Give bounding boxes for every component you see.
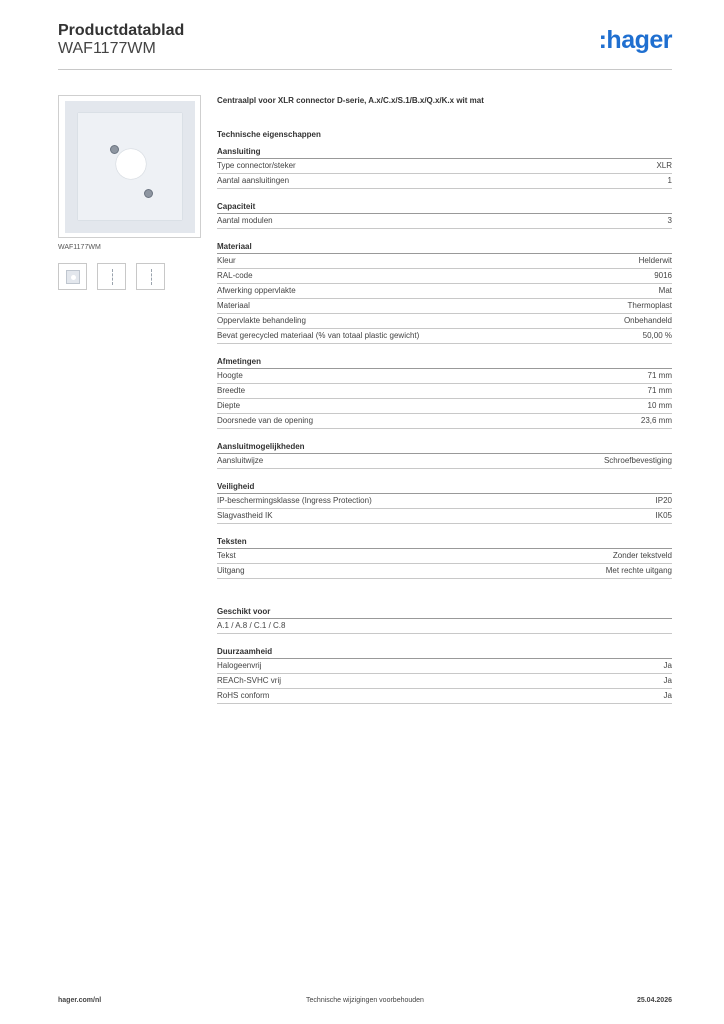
spec-row [217,269,672,284]
spec-value: Ja [663,661,672,670]
suitable-value: A.1 / A.8 / C.1 / C.8 [217,621,286,630]
spec-row [217,159,672,174]
spec-row [217,369,672,384]
group-title: Duurzaamheid [217,644,672,659]
spec-label: Doorsnede van de opening [217,416,314,425]
spec-row [217,329,672,344]
footer-disclaimer: Technische wijzigingen voorbehouden [306,997,424,1004]
spec-label: Oppervlakte behandeling [217,316,306,325]
spec-row [217,549,672,564]
spec-value: Mat [658,286,672,295]
sustainability-group [217,644,672,704]
product-name: Centraalpl voor XLR connector D-serie, A.x/C.x/S.1/B.x/Q.x/K.x wit mat [217,96,484,105]
spec-label: Afwerking oppervlakte [217,286,296,295]
group-title: Afmetingen [217,354,672,369]
connector-opening [116,149,146,179]
central-plate [78,113,182,220]
spec-label: Kleur [217,256,236,265]
spec-row [217,494,672,509]
spec-label: Materiaal [217,301,250,310]
group-title: Aansluiting [217,144,672,159]
page-footer [58,997,672,1011]
spec-value: 23,6 mm [640,416,672,425]
footer-website: hager.com/nl [58,997,102,1004]
spec-value: 71 mm [647,386,672,395]
spec-group-aansluiting [217,144,672,189]
spec-label: Diepte [217,401,241,410]
thumbnail-dimension-drawing-2[interactable] [136,263,165,290]
section-heading: Technische eigenschappen [217,130,321,139]
spec-row [217,659,672,674]
group-title: Materiaal [217,239,672,254]
spec-value: XLR [656,161,672,170]
spec-group-teksten [217,534,672,579]
spec-row [217,214,672,229]
thumbnail-strip [58,263,165,290]
spec-row [217,454,672,469]
spec-value: Zonder tekstveld [612,551,672,560]
spec-label: Aantal modulen [217,216,273,225]
spec-value: 9016 [654,271,672,280]
group-title: Capaciteit [217,199,672,214]
spec-label: Tekst [217,551,236,560]
specifications [217,96,672,704]
page-header [58,20,672,70]
suitable-for-group [217,604,672,634]
spec-value: Ja [663,676,672,685]
spec-group-materiaal [217,239,672,344]
drawing-line-icon [112,269,113,285]
spec-value: 50,00 % [642,331,672,340]
thumbnail-product-view[interactable] [58,263,87,290]
spec-row [217,284,672,299]
spec-row [217,689,672,704]
spec-label: IP-beschermingsklasse (Ingress Protection) [217,496,372,505]
hager-logo: :hager [598,26,672,54]
spec-value: Onbehandeld [623,316,672,325]
spec-row [217,314,672,329]
spec-value: 10 mm [647,401,672,410]
spec-value: IP20 [655,496,672,505]
spec-label: Uitgang [217,566,245,575]
spec-value: Thermoplast [627,301,672,310]
spec-label: REACh-SVHC vrij [217,676,282,685]
spec-row [217,564,672,579]
spec-label: Aansluitwijze [217,456,264,465]
spec-value: Ja [663,691,672,700]
thumbnail-dimension-drawing-1[interactable] [97,263,126,290]
spec-value: Schroefbevestiging [603,456,672,465]
group-title: Teksten [217,534,672,549]
spec-label: Type connector/steker [217,161,296,170]
spec-row [217,399,672,414]
spec-row [217,254,672,269]
spec-label: RoHS conform [217,691,270,700]
spec-row [217,674,672,689]
spec-value: 3 [667,216,672,225]
group-title: Veiligheid [217,479,672,494]
spec-value: Met rechte uitgang [605,566,672,575]
spec-label: Hoogte [217,371,243,380]
spec-row [217,384,672,399]
spec-label: Breedte [217,386,246,395]
product-code: WAF1177WM [58,40,156,57]
product-image [58,95,201,238]
spec-group-veiligheid [217,479,672,524]
image-caption: WAF1177WM [58,244,101,251]
cover-plate [65,101,195,233]
screw-icon [110,145,119,154]
spec-value: Helderwit [638,256,672,265]
footer-date: 25.04.2026 [636,997,672,1004]
spec-value: IK05 [655,511,672,520]
spec-label: Slagvastheid IK [217,511,273,520]
spec-label: Halogeenvrij [217,661,262,670]
group-title: Geschikt voor [217,604,672,619]
document-title: Productdatablad [58,22,185,39]
spec-label: Bevat gerecycled materiaal (% van totaal plastic gewicht) [217,331,420,340]
spec-group-capaciteit [217,199,672,229]
spec-row [217,414,672,429]
spec-row [217,509,672,524]
spec-group-aansluitmogelijkheden [217,439,672,469]
spec-value: 71 mm [647,371,672,380]
spec-row [217,619,672,634]
plate-thumb-icon [66,270,80,284]
spec-value: 1 [667,176,672,185]
group-title: Aansluitmogelijkheden [217,439,672,454]
spec-label: RAL-code [217,271,253,280]
drawing-line-icon [151,269,152,285]
spec-row [217,174,672,189]
screw-icon [144,189,153,198]
spec-label: Aantal aansluitingen [217,176,290,185]
spec-row [217,299,672,314]
spec-group-afmetingen [217,354,672,429]
